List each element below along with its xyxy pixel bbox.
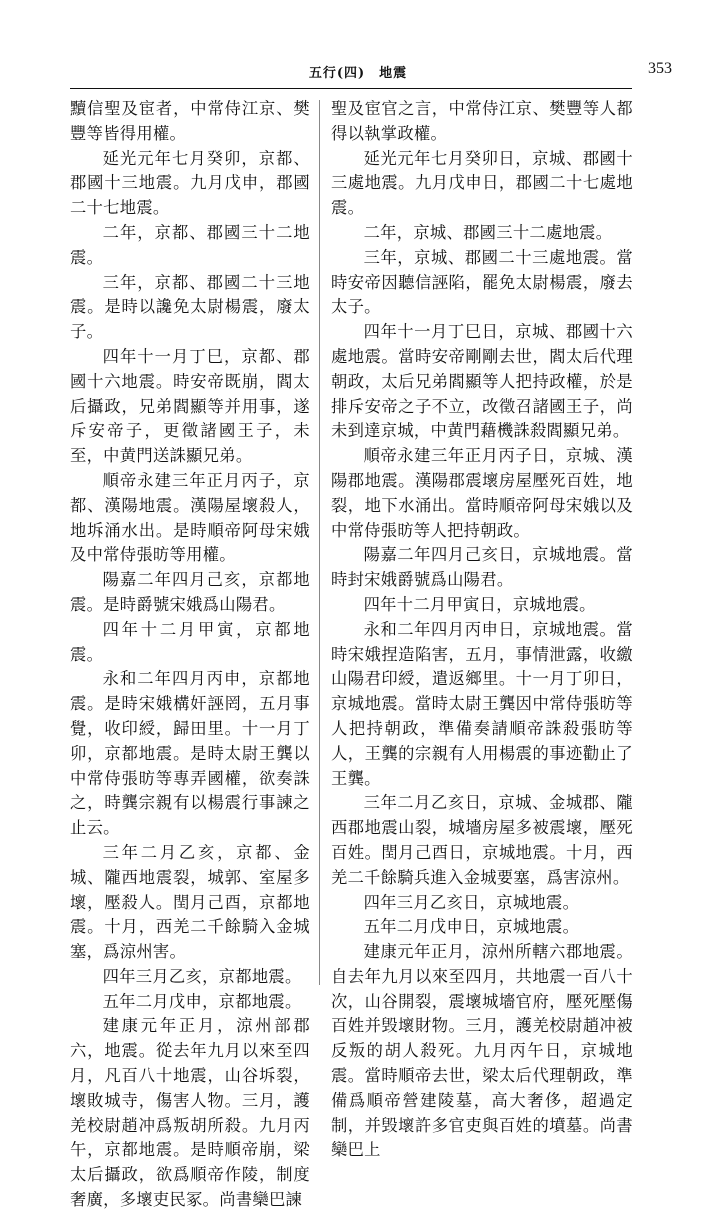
left-paragraph-continuation: 黷信聖及宦者，中常侍江京、樊豐等皆得用權。 (70, 99, 310, 143)
right-paragraph-continuation: 聖及宦官之言，中常侍江京、樊豐等人都得以執掌政權。 (331, 99, 633, 143)
right-paragraph: 四年十一月丁巳日，京城、郡國十六處地震。當時安帝剛剛去世，閻太后代理朝政，太后兄弟閻顯等人把持政權，於是排斥安帝之子不立，改徵召諸國王子，尚未到達京城，中黄門藉機誅殺閻顯兄弟。 (331, 322, 633, 441)
left-paragraph: 四年十二月甲寅，京都地震。 (70, 619, 310, 664)
left-paragraph: 永和二年四月丙申，京都地震。是時宋娥構奸誣罔，五月事覺，收印綬，歸田里。十一月丁卯，京都地震。是時太尉王龔以中常侍張昉等專弄國權，欲奏誅之，時龔宗親有以楊震行事諫之止云。 (70, 669, 310, 838)
right-paragraph: 永和二年四月丙申日，京城地震。當時宋娥捏造陷害，五月，事情泄露，收繳山陽君印綬，遣返鄉里。十一月丁卯日，京城地震。當時太尉王龔因中常侍張昉等人把持朝政，準備奏請順帝誅殺張昉等人，王龔的宗親有人用楊震的事迹勸止了王龔。 (331, 619, 633, 788)
column-divider (319, 100, 320, 985)
left-paragraph: 四年三月乙亥，京都地震。 (102, 966, 302, 986)
right-paragraph: 三年，京城、郡國二十三處地震。當時安帝因聽信誣陷，罷免太尉楊震，廢去太子。 (331, 247, 633, 317)
left-paragraph: 五年二月戊申，京都地震。 (102, 991, 302, 1011)
right-paragraph: 三年二月乙亥日，京城、金城郡、隴西郡地震山裂，城墻房屋多被震壞，壓死百姓。閏月己酉日，京城地震。十月，西羌二千餘騎兵進入金城要塞，爲害涼州。 (331, 793, 633, 887)
left-paragraph: 順帝永建三年正月丙子，京都、漢陽地震。漢陽屋壞殺人，地坼涌水出。是時順帝阿母宋娥及中常侍張昉等用權。 (70, 470, 310, 565)
left-paragraph: 三年二月乙亥，京都、金城、隴西地震裂，城郭、室屋多壞，壓殺人。閏月己酉，京都地震。十月，西羌二千餘騎入金城塞，爲涼州害。 (70, 842, 310, 962)
page-number: 353 (648, 60, 672, 77)
right-paragraph: 延光元年七月癸卯日，京城、郡國十三處地震。九月戊申日，郡國二十七處地震。 (331, 148, 633, 218)
left-paragraph: 三年，京都、郡國二十三地震。是時以讒免太尉楊震，廢太子。 (70, 272, 310, 342)
right-paragraph: 陽嘉二年四月己亥日，京城地震。當時封宋娥爵號爲山陽君。 (331, 545, 633, 590)
left-paragraph: 延光元年七月癸卯，京都、郡國十三地震。九月戊申，郡國二十七地震。 (70, 148, 310, 218)
left-paragraph: 四年十一月丁巳，京都、郡國十六地震。時安帝既崩，閻太后攝政，兄弟閻顯等并用事，遂斥安帝子，更徵諸國王子，未至，中黄門送誅顯兄弟。 (70, 346, 310, 466)
left-paragraph: 陽嘉二年四月己亥，京都地震。是時爵號宋娥爲山陽君。 (70, 570, 310, 614)
translation-text-column (331, 97, 633, 1163)
left-paragraph: 二年，京都、郡國三十二地震。 (70, 222, 310, 267)
right-paragraph: 順帝永建三年正月丙子日，京城、漢陽郡地震。漢陽郡震壞房屋壓死百姓，地裂，地下水涌出。當時順帝阿母宋娥以及中常侍張昉等人把持朝政。 (331, 446, 633, 540)
right-paragraph: 二年，京城、郡國三十二處地震。 (363, 222, 613, 242)
right-paragraph: 五年二月戊申日，京城地震。 (363, 917, 580, 937)
right-paragraph: 建康元年正月，涼州所轄六郡地震。自去年九月以來至四月，共地震一百八十次，山谷開裂，震壞城墻官府，壓死壓傷百姓并毁壞財物。三月，護羌校尉趙冲被反叛的胡人殺死。九月丙午日，京城地震。當時順帝去世，梁太后代理朝政，準備爲順帝營建陵墓，高大奢侈，超過定制，并毁壞許多官吏與百姓的墳墓。尚書欒巴上 (331, 942, 633, 1160)
right-paragraph: 四年十二月甲寅日，京城地震。 (363, 594, 596, 614)
page-header (0, 0, 716, 92)
left-paragraph: 建康元年正月，涼州部郡六，地震。從去年九月以來至四月，凡百八十地震，山谷坼裂，壞敗城寺，傷害人物。三月，護羌校尉趙冲爲叛胡所殺。九月丙午，京都地震。是時順帝崩，梁太后攝政，欲爲順帝作陵，制度奢廣，多壞吏民冢。尚書欒巴諫 (70, 1016, 310, 1210)
right-paragraph: 四年三月乙亥日，京城地震。 (363, 892, 580, 912)
running-title: 五行(四) 地震 (308, 66, 408, 81)
classical-text-column (70, 97, 310, 1213)
header-rule (70, 88, 632, 89)
